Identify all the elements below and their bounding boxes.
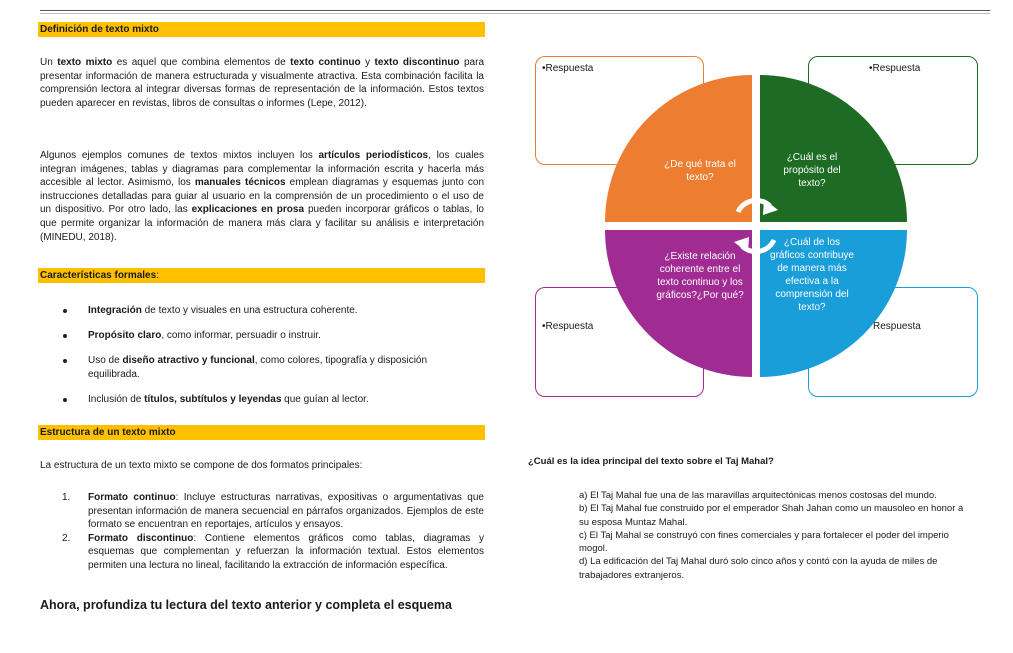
- format-number: 2.: [62, 532, 71, 544]
- feature-item: Uso de diseño atractivo y funcional, como colores, tipografía y disposición equilibrada.: [60, 354, 480, 382]
- features-heading-colon: :: [156, 270, 159, 281]
- structure-heading: Estructura de un texto mixto: [38, 425, 485, 440]
- feature-item: Integración de texto y visuales en una estructura coherente.: [60, 304, 480, 318]
- question-purpose: ¿Cuál es el propósito del texto?: [783, 152, 841, 189]
- answer-label: •Respuesta: [542, 321, 594, 332]
- quadrant-orange: [605, 75, 752, 222]
- answer-label: •Respuesta: [869, 63, 921, 74]
- examples-paragraph: Algunos ejemplos comunes de textos mixtos incluyen los artículos periodísticos, los cuales integran imágenes, tablas y diagramas para complementar la información escrita y hacerla más accesible al lector. Asimismo, los manuales técnicos emplean diagramas y esquemas junto con instrucciones detalladas para guiar al usuario en la comprensión de un procedimiento o el uso de un dispositivo. Por otro lado, las explicaciones en prosa pueden incorporar gráficos o tablas, lo que permite organizar la información de manera más clara y facilitar su análisis e interpretación (MINEDU, 2018).: [40, 150, 485, 243]
- quadrant-green: [760, 75, 907, 222]
- features-heading-text: Características formales: [40, 270, 157, 281]
- quiz-option-b[interactable]: b) El Taj Mahal fue construido por el emperador Shah Jahan como un mausoleo en honor a su esposa Muntaz Mahal.: [579, 503, 964, 528]
- structure-intro: La estructura de un texto mixto se compone de dos formatos principales:: [40, 460, 363, 471]
- question-coherence: ¿Existe relación coherente entre el texto continuo y los gráficos?¿Por qué?: [656, 251, 744, 301]
- format-text: Formato discontinuo: Contiene elementos gráficos como tablas, diagramas y esquemas que complementan y refuerzan la información textual. Estos elementos permiten una lectura no lineal, facilitando la extracción de información específica.: [88, 532, 484, 571]
- answer-label: Respuesta: [873, 321, 921, 332]
- quiz-option-c[interactable]: c) El Taj Mahal se construyó con fines comerciales y para fortalecer el poder del imperio mogol.: [579, 529, 949, 555]
- feature-item: Inclusión de títulos, subtítulos y leyendas que guían al lector.: [60, 393, 480, 407]
- quiz-option-d[interactable]: d) La edificación del Taj Mahal duró solo cinco años y contó con la ayuda de miles de trabajadores extranjeros.: [579, 556, 938, 581]
- definition-heading: Definición de texto mixto: [38, 22, 485, 37]
- question-topic: ¿De qué trata el texto?: [664, 159, 736, 183]
- answer-label: •Respuesta: [542, 63, 594, 74]
- format-text: Formato continuo: Incluye estructuras narrativas, expositivas o argumentativas que presentan información de manera secuencial en párrafos organizados. Ejemplos de este formato se encuentran en reportajes, artículos y ensayos.: [88, 492, 484, 531]
- definition-paragraph: Un texto mixto es aquel que combina elementos de texto continuo y texto discontinuo para presentar información de manera estructurada y visualmente atractiva. Esta combinación facilita la comprensión lectora al integrar diversas formas de representación de la información. Estos textos pueden aparecer en revistas, libros de consultas o informes (Lepe, 2012).: [40, 57, 485, 109]
- quiz-options: [579, 489, 969, 582]
- instruction-title: Ahora, profundiza tu lectura del texto anterior y completa el esquema: [40, 598, 452, 612]
- quiz-option-a[interactable]: a) El Taj Mahal fue una de las maravillas arquitectónicas menos costosas del mundo.: [579, 490, 937, 501]
- question-graphics: ¿Cuál de los gráficos contribuye de manera más efectiva a la comprensión del texto?: [770, 237, 854, 313]
- feature-item: Propósito claro, como informar, persuadir o instruir.: [60, 329, 480, 343]
- quiz-question: ¿Cuál es la idea principal del texto sobre el Taj Mahal?: [528, 456, 774, 467]
- format-number: 1.: [62, 492, 71, 503]
